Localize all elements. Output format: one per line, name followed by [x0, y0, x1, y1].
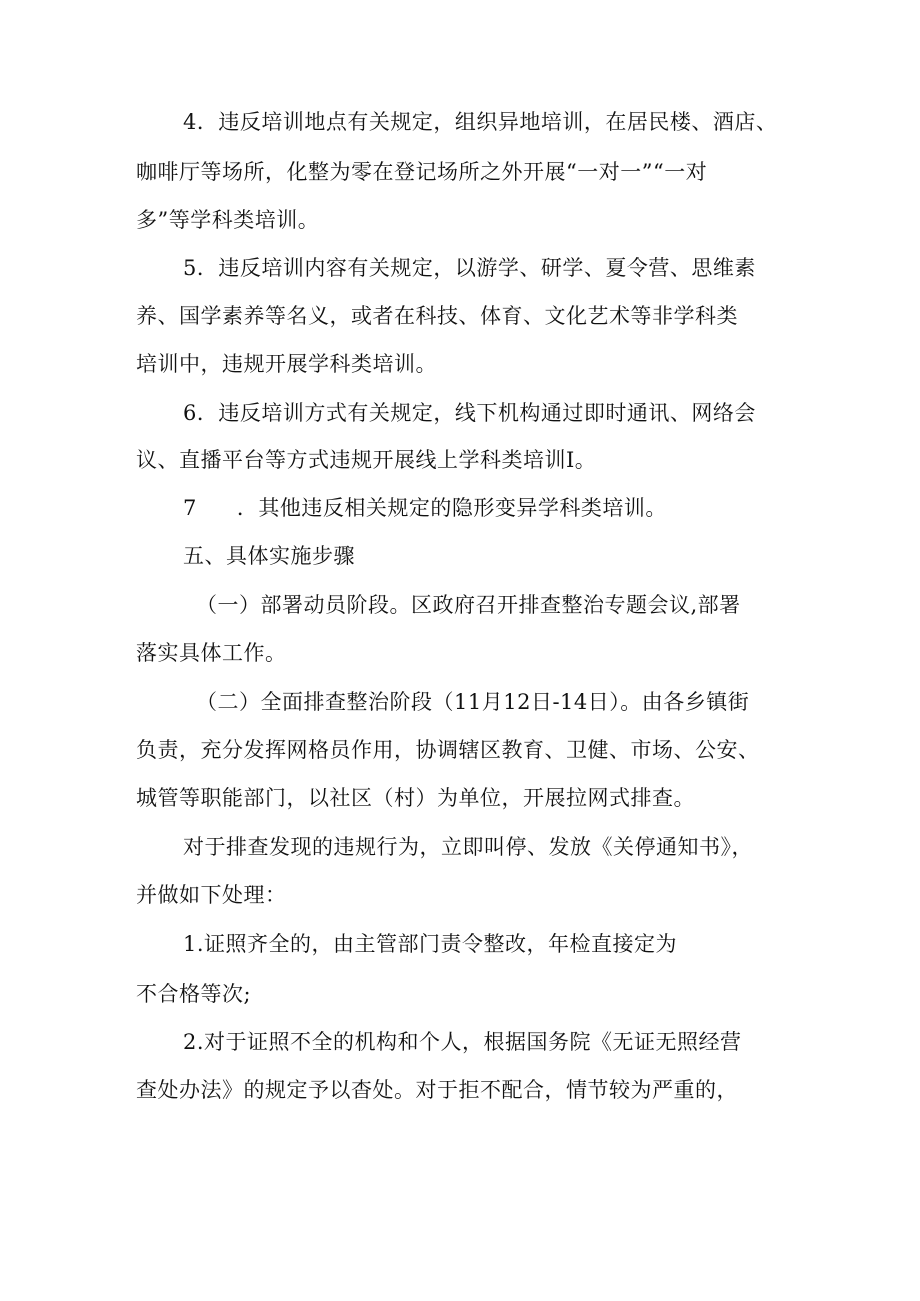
text-line: （二）全面排查整治阶段（11月12日-14日）。由各乡镇街	[196, 690, 750, 714]
text-line: 1.证照齐全的，由主管部门责令整改，年检直接定为	[183, 932, 678, 956]
text-line: 查处办法》的规定予以杳处。对于拒不配合，情节较为严重的，	[136, 1078, 738, 1102]
text-line: 议、直播平台等方式违规开展线上学科类培训I。	[136, 448, 597, 472]
text-line: 6．违反培训方式有关规定，线下机构通过即时通讯、网络会	[183, 401, 756, 425]
text-line: 培训中，违规开展学科类培训。	[136, 352, 437, 376]
text-line: （一）部署动员阶段。区政府召开排查整治专题会议,部署	[196, 593, 741, 617]
text-line: 负责，充分发挥网格员作用，协调辖区教育、卫健、市场、公安、	[136, 738, 760, 762]
text-line: 咖啡厅等场所，化整为零在登记场所之外开展“一对一”“一对	[136, 160, 708, 184]
text-line: 5．违反培训内容有关规定，以游学、研学、夏令营、思维素	[183, 256, 756, 280]
section-heading: 五、具体实施步骤	[183, 544, 355, 568]
text-line: 落实具体工作。	[136, 641, 287, 665]
text-line: 对于排查发现的违规行为，立即叫停、发放《关停通知书》，	[183, 835, 753, 859]
item-text: ．其他违反相关规定的隐形变异学科类培训。	[236, 496, 667, 520]
text-line: 城管等职能部门，以社区（村）为单位，开展拉网式排查。	[136, 786, 695, 810]
text-line: 4．违反培训地点有关规定，组织异地培训，在居民楼、酒店、	[183, 110, 778, 134]
text-line: 并做如下处理：	[136, 883, 287, 907]
text-line: 2.对于证照不全的机构和个人，根据国务院《无证无照经营	[183, 1030, 742, 1054]
text-line: 养、国学素养等名义，或者在科技、体育、文化艺术等非学科类	[136, 304, 738, 328]
text-line: 不合格等次;	[136, 982, 252, 1006]
text-line	[183, 493, 667, 523]
item-number: 7	[183, 496, 197, 520]
text-line: 多”等学科类培训。	[136, 208, 320, 232]
